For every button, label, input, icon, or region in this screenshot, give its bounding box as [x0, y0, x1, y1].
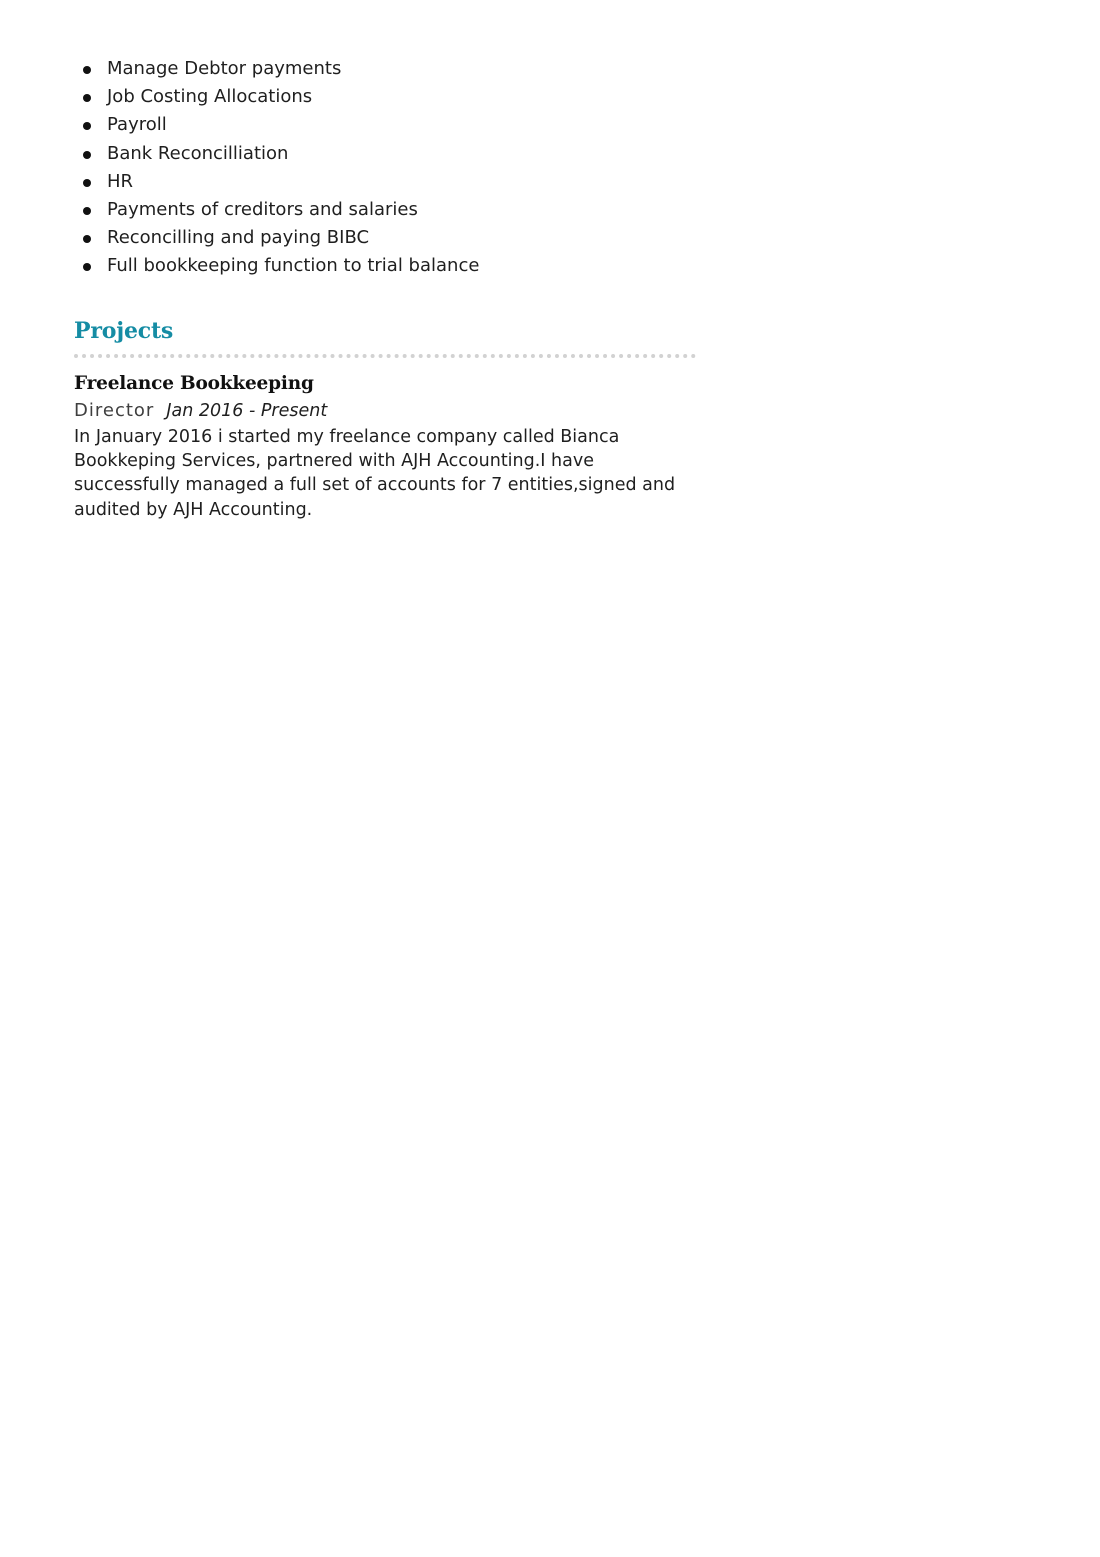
list-item-text: Reconcilling and paying BIBC — [107, 227, 370, 249]
responsibility-list — [74, 55, 696, 281]
list-item — [74, 55, 696, 83]
bullet-icon — [83, 94, 91, 102]
list-item-text: Payroll — [107, 114, 167, 136]
project-title: Freelance Bookkeeping — [74, 372, 314, 394]
bullet-icon — [83, 263, 91, 271]
project-description: In January 2016 i started my freelance company called Bianca Bookkeping Services, partnered with AJH Accounting.I have successfully managed a full set of accounts for 7 entities,signed and audited by AJH Accounting. — [74, 426, 676, 520]
list-item — [74, 196, 696, 224]
project-dates: Jan 2016 - Present — [166, 400, 328, 421]
bullet-icon — [83, 207, 91, 215]
bullet-icon — [83, 179, 91, 187]
resume-content — [74, 55, 696, 522]
bullet-icon — [83, 235, 91, 243]
list-item — [74, 83, 696, 111]
list-item — [74, 168, 696, 196]
list-item — [74, 111, 696, 139]
list-item — [74, 252, 696, 280]
bullet-icon — [83, 122, 91, 130]
list-item-text: Job Costing Allocations — [107, 86, 313, 108]
list-item — [74, 140, 696, 168]
project-entry — [74, 371, 696, 523]
project-meta — [74, 398, 696, 424]
project-role: Director — [74, 399, 155, 421]
list-item — [74, 224, 696, 252]
projects-heading: Projects — [74, 317, 174, 344]
list-item-text: Payments of creditors and salaries — [107, 199, 418, 221]
section-divider — [74, 354, 696, 358]
list-item-text: Manage Debtor payments — [107, 58, 342, 79]
list-item-text: Full bookkeeping function to trial balance — [107, 255, 480, 277]
list-item-text: Bank Reconcilliation — [107, 142, 289, 164]
list-item-text: HR — [107, 170, 134, 192]
bullet-icon — [83, 151, 91, 159]
bullet-icon — [83, 66, 91, 74]
